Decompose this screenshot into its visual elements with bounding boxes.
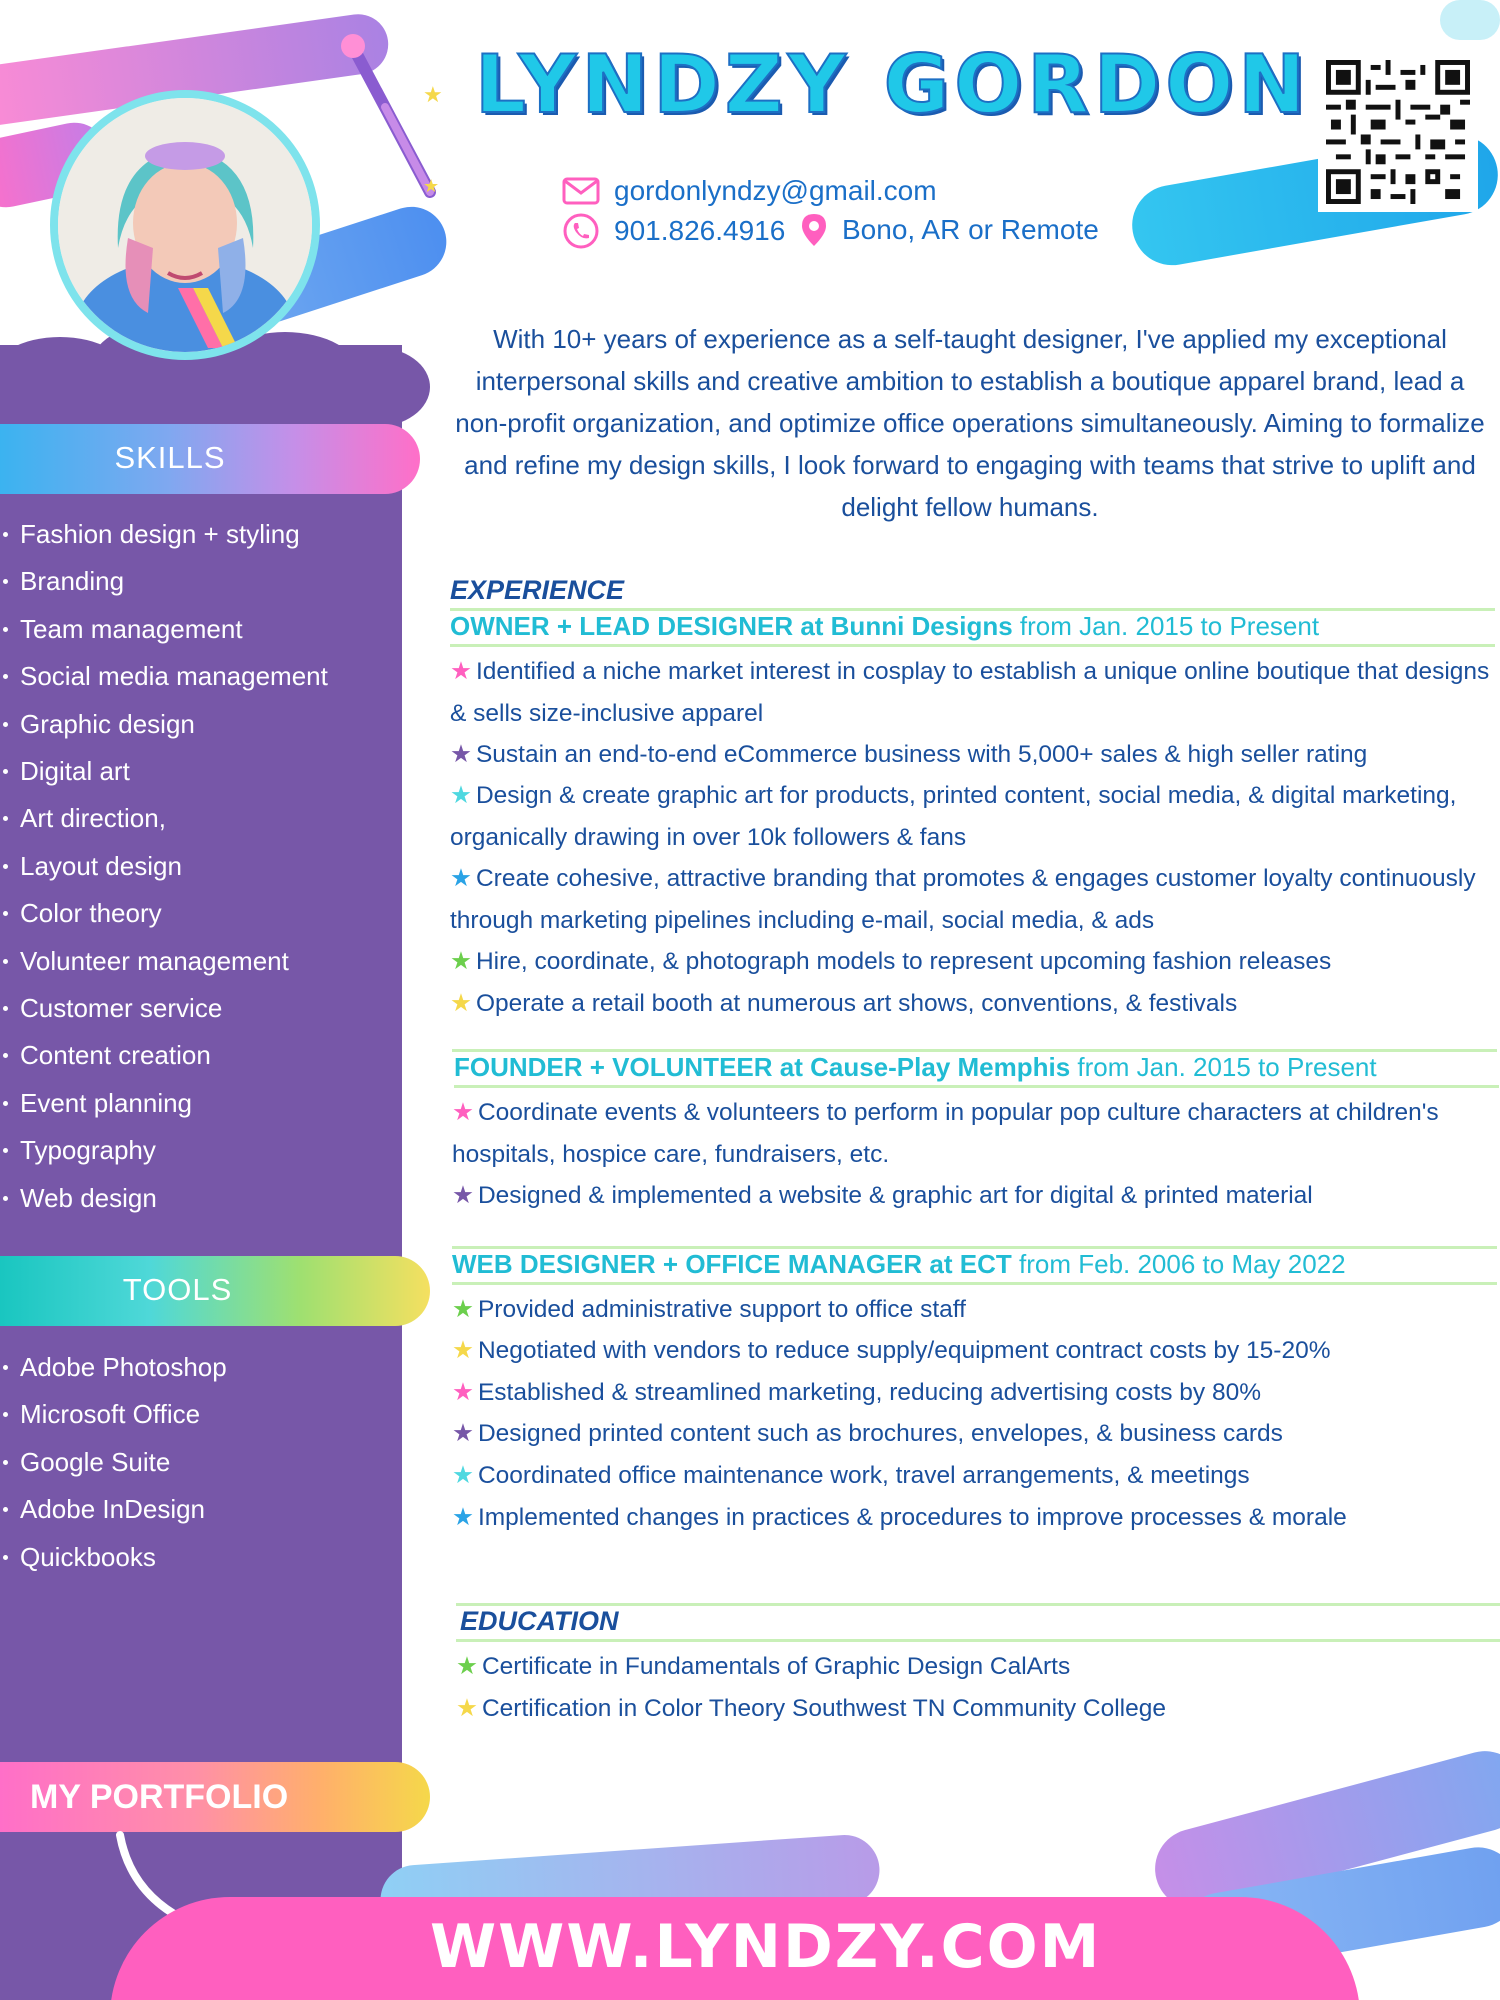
list-item: ★ Coordinate events & volunteers to perform in popular pop culture characters at children's hospitals, hospice care, fundraisers, etc. [452, 1099, 1439, 1168]
list-item: Content creation [0, 1032, 328, 1079]
experience-heading: EXPERIENCE [450, 575, 625, 605]
tools-heading: TOOLS [122, 1272, 233, 1307]
list-item: Team management [0, 606, 328, 653]
star-icon: ★ [450, 948, 472, 975]
star-icon: ★ [452, 1462, 474, 1489]
list-item: ★ Coordinated office maintenance work, travel arrangements, & meetings [452, 1462, 1250, 1489]
list-item: ★ Established & streamlined marketing, reducing advertising costs by 80% [452, 1379, 1261, 1406]
summary-paragraph: With 10+ years of experience as a self-taught designer, I've applied my exceptional interpersonal skills and creative ambition to establish a boutique apparel brand, lead a non-profit organization, and optimize office operations simultaneously. Aiming to formalize and refine my design skills, I look forward to engaging with teams that strive to uplift and delight fellow humans. [455, 324, 1485, 522]
education-heading: EDUCATION [460, 1606, 619, 1636]
skills-list [0, 511, 328, 1222]
list-item: ★ Implemented changes in practices & procedures to improve processes & morale [452, 1504, 1347, 1531]
job-title: FOUNDER + VOLUNTEER at Cause-Play Memphis [454, 1052, 1071, 1082]
website-link[interactable]: WWW.LYNDZY.COM [430, 1912, 1102, 1982]
star-icon: ★ [456, 1653, 478, 1680]
star-icon: ★ [452, 1182, 474, 1209]
divider [456, 1639, 1500, 1642]
list-item: Microsoft Office [0, 1391, 227, 1438]
list-item: Fashion design + styling [0, 511, 328, 558]
paintbrush-icon [335, 32, 455, 212]
job-heading [452, 1249, 1497, 1285]
skills-heading: SKILLS [114, 440, 226, 475]
phone-text: 901.826.4916 [614, 215, 786, 246]
job-dates: from Jan. 2015 to Present [1077, 1052, 1377, 1082]
location-pin-icon [800, 212, 828, 248]
list-item: Adobe Photoshop [0, 1344, 227, 1391]
svg-text:★: ★ [423, 82, 443, 107]
tools-list [0, 1344, 227, 1581]
email-text: gordonlyndzy@gmail.com [614, 175, 937, 206]
phone-icon [562, 212, 600, 250]
job-heading [450, 611, 1495, 647]
star-icon: ★ [452, 1504, 474, 1531]
contact-email[interactable] [562, 175, 937, 207]
star-icon: ★ [452, 1099, 474, 1126]
page-title: LYNDZY GORDON [475, 38, 1311, 131]
list-item: Digital art [0, 748, 328, 795]
list-item: ★ Operate a retail booth at numerous art shows, conventions, & festivals [450, 990, 1238, 1017]
list-item: Layout design [0, 843, 328, 890]
profile-photo [58, 98, 312, 352]
list-item: ★ Provided administrative support to office staff [452, 1296, 966, 1323]
list-item: Adobe InDesign [0, 1486, 227, 1533]
qr-code-icon [1326, 60, 1470, 204]
star-icon: ★ [450, 658, 472, 685]
star-icon: ★ [450, 990, 472, 1017]
star-icon: ★ [456, 1695, 478, 1722]
job-dates: from Jan. 2015 to Present [1019, 611, 1320, 641]
list-item: Web design [0, 1175, 328, 1222]
list-item: Quickbooks [0, 1534, 227, 1581]
list-item: Branding [0, 558, 328, 605]
contact-location [800, 212, 1099, 248]
list-item: Color theory [0, 890, 328, 937]
location-text: Bono, AR or Remote [842, 214, 1099, 245]
avatar [50, 90, 320, 360]
list-item: Art direction, [0, 795, 328, 842]
svg-text:★: ★ [423, 176, 440, 196]
star-icon: ★ [452, 1337, 474, 1364]
list-item: ★ Certification in Color Theory Southwest TN Community College [456, 1695, 1166, 1722]
contact-phone[interactable] [562, 212, 785, 250]
list-item: ★ Certificate in Fundamentals of Graphic Design CalArts [456, 1653, 1071, 1680]
list-item: Typography [0, 1127, 328, 1174]
job-dates: from Feb. 2006 to May 2022 [1019, 1249, 1346, 1279]
mail-icon [562, 177, 600, 205]
list-item: ★ Create cohesive, attractive branding that promotes & engages customer loyalty continuously through marketing pipelines including e-mail, social media, & ads [450, 865, 1476, 934]
list-item: ★ Design & create graphic art for products, printed content, social media, & digital marketing, organically drawing in over 10k followers & fans [450, 782, 1457, 851]
star-icon: ★ [452, 1420, 474, 1447]
star-icon: ★ [450, 741, 472, 768]
list-item: Event planning [0, 1080, 328, 1127]
star-icon: ★ [452, 1379, 474, 1406]
job-title: WEB DESIGNER + OFFICE MANAGER at ECT [452, 1249, 1012, 1279]
list-item: ★ Designed & implemented a website & graphic art for digital & printed material [452, 1182, 1313, 1209]
list-item: Volunteer management [0, 938, 328, 985]
list-item: ★ Sustain an end-to-end eCommerce business with 5,000+ sales & high seller rating [450, 741, 1368, 768]
star-icon: ★ [450, 782, 472, 809]
portfolio-label: MY PORTFOLIO [30, 1778, 289, 1816]
list-item: ★ Hire, coordinate, & photograph models to represent upcoming fashion releases [450, 948, 1332, 975]
list-item: Graphic design [0, 701, 328, 748]
star-icon: ★ [452, 1296, 474, 1323]
qr-code[interactable] [1318, 52, 1478, 212]
star-icon: ★ [450, 865, 472, 892]
list-item: ★ Identified a niche market interest in cosplay to establish a unique online boutique that designs & sells size-inclusive apparel [450, 658, 1490, 727]
job-heading [454, 1052, 1499, 1088]
job-title: OWNER + LEAD DESIGNER at Bunni Designs [450, 611, 1013, 641]
list-item: Customer service [0, 985, 328, 1032]
list-item: ★ Negotiated with vendors to reduce supply/equipment contract costs by 15-20% [452, 1337, 1331, 1364]
list-item: Google Suite [0, 1439, 227, 1486]
brush-stroke-decoration [1440, 0, 1500, 40]
list-item: Social media management [0, 653, 328, 700]
list-item: ★ Designed printed content such as brochures, envelopes, & business cards [452, 1420, 1283, 1447]
